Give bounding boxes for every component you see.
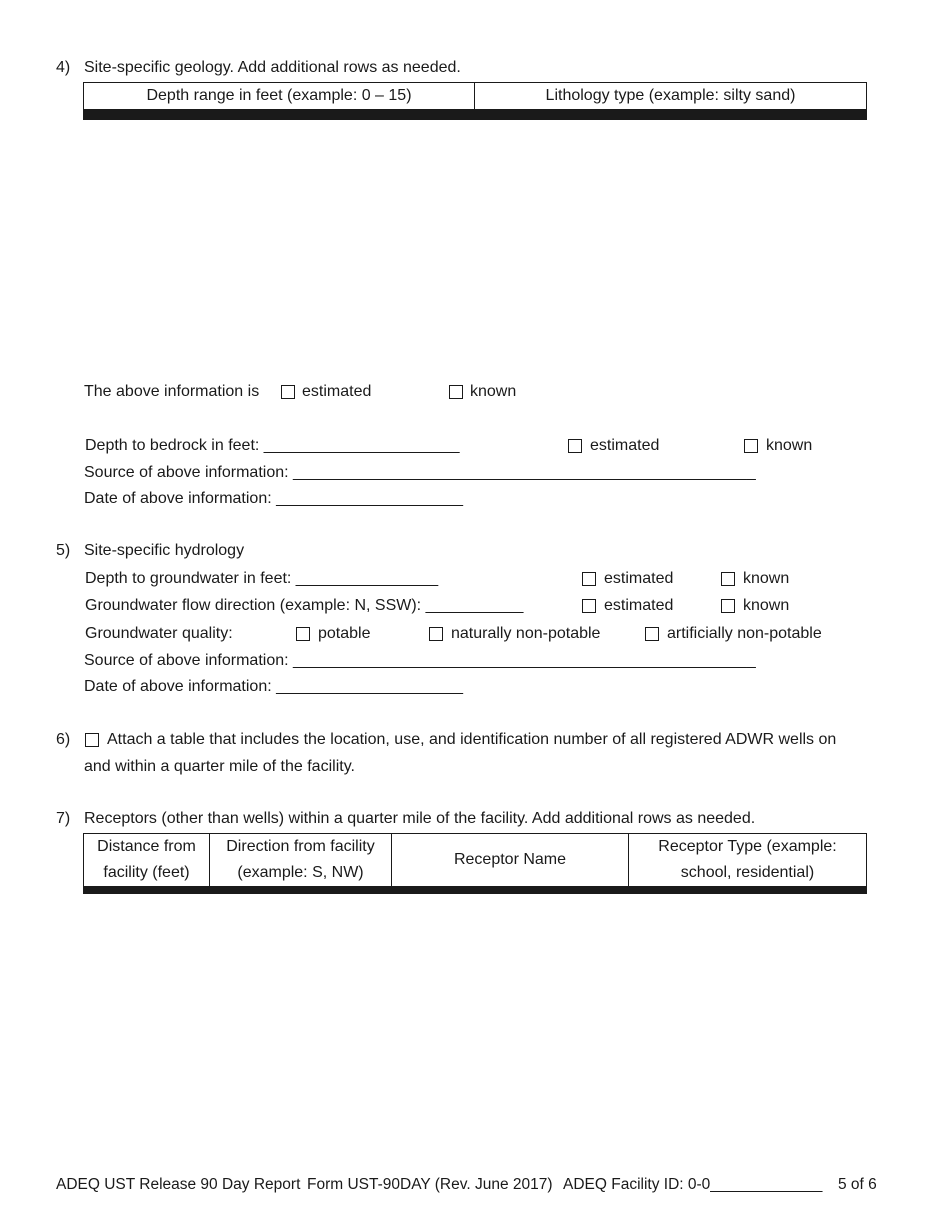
- section-6-line-1: Attach a table that includes the location, use, and identification number of all registered ADWR wells on: [107, 731, 837, 748]
- gw-depth-known-checkbox[interactable]: [721, 572, 735, 586]
- depth-cell[interactable]: [84, 119, 475, 120]
- section-6-line-2: and within a quarter mile of the facility.: [84, 758, 355, 775]
- direction-cell[interactable]: [210, 893, 392, 894]
- artificially-non-potable-label: artificially non-potable: [667, 625, 822, 642]
- naturally-non-potable-checkbox[interactable]: [429, 627, 443, 641]
- geology-known-checkbox[interactable]: [449, 385, 463, 399]
- groundwater-quality-label: Groundwater quality:: [85, 625, 233, 642]
- artificially-non-potable-checkbox[interactable]: [645, 627, 659, 641]
- gw-depth-known-label: known: [743, 570, 790, 587]
- receptors-table: [83, 833, 867, 894]
- footer-facility-id[interactable]: ADEQ Facility ID: 0-0_____________: [563, 1176, 823, 1193]
- gw-depth-estimated-checkbox[interactable]: [582, 572, 596, 586]
- geology-known-label: known: [470, 383, 517, 400]
- distance-header-line-2: facility (feet): [103, 864, 190, 881]
- hydrology-date-field[interactable]: Date of above information: _____________________: [84, 678, 463, 695]
- table-row: [84, 893, 867, 894]
- footer-page-number: 5 of 6: [838, 1176, 877, 1193]
- distance-header-line-1: Distance from: [97, 838, 196, 855]
- receptor-header-distance: [84, 834, 210, 887]
- section-7-number: 7): [56, 810, 71, 827]
- section-4-title: Site-specific geology. Add additional rows as needed.: [84, 59, 461, 76]
- gw-flow-known-checkbox[interactable]: [721, 599, 735, 613]
- footer-report-title: ADEQ UST Release 90 Day Report: [56, 1176, 301, 1193]
- receptors-table-header-row: [84, 834, 867, 887]
- geology-table-header-row: [84, 83, 867, 110]
- potable-checkbox[interactable]: [296, 627, 310, 641]
- receptor-name-cell[interactable]: [392, 893, 629, 894]
- direction-header-line-2: (example: S, NW): [237, 864, 364, 881]
- section-4-number: 4): [56, 59, 71, 76]
- receptor-type-cell[interactable]: [629, 893, 867, 894]
- bedrock-known-checkbox[interactable]: [744, 439, 758, 453]
- info-prefix-label: The above information is: [84, 383, 260, 400]
- section-6-number: 6): [56, 731, 71, 748]
- geology-source-field[interactable]: Source of above information: ____________________________________________________: [84, 464, 756, 481]
- hydrology-source-field[interactable]: Source of above information: ____________________________________________________: [84, 652, 756, 669]
- gw-flow-known-label: known: [743, 597, 790, 614]
- groundwater-depth-field[interactable]: Depth to groundwater in feet: ________________: [85, 570, 439, 587]
- groundwater-flow-field[interactable]: Groundwater flow direction (example: N, SSW): ___________: [85, 597, 524, 614]
- potable-label: potable: [318, 625, 371, 642]
- section-5-number: 5): [56, 542, 71, 559]
- distance-cell[interactable]: [84, 893, 210, 894]
- bedrock-depth-field[interactable]: Depth to bedrock in feet: ______________________: [85, 437, 460, 454]
- geology-header-depth: Depth range in feet (example: 0 – 15): [84, 83, 475, 110]
- section-7-title: Receptors (other than wells) within a quarter mile of the facility. Add additional rows as needed.: [84, 810, 756, 827]
- geology-estimated-label: estimated: [302, 383, 372, 400]
- receptor-header-name: Receptor Name: [392, 834, 629, 887]
- gw-depth-estimated-label: estimated: [604, 570, 674, 587]
- geology-date-field[interactable]: Date of above information: _____________________: [84, 490, 463, 507]
- bedrock-estimated-label: estimated: [590, 437, 660, 454]
- direction-header-line-1: Direction from facility: [226, 838, 375, 855]
- receptor-header-type: [629, 834, 867, 887]
- lithology-cell[interactable]: [475, 119, 867, 120]
- table-row: [84, 119, 867, 120]
- type-header-line-1: Receptor Type (example:: [658, 838, 837, 855]
- geology-estimated-checkbox[interactable]: [281, 385, 295, 399]
- gw-flow-estimated-checkbox[interactable]: [582, 599, 596, 613]
- geology-table: [83, 82, 867, 120]
- bedrock-known-label: known: [766, 437, 813, 454]
- type-header-line-2: school, residential): [680, 864, 815, 881]
- footer-form-id: Form UST-90DAY (Rev. June 2017): [307, 1176, 553, 1193]
- gw-flow-estimated-label: estimated: [604, 597, 674, 614]
- attach-wells-table-checkbox[interactable]: [85, 733, 99, 747]
- receptor-header-direction: [210, 834, 392, 887]
- naturally-non-potable-label: naturally non-potable: [451, 625, 601, 642]
- geology-header-lithology: Lithology type (example: silty sand): [475, 83, 867, 110]
- bedrock-estimated-checkbox[interactable]: [568, 439, 582, 453]
- section-5-title: Site-specific hydrology: [84, 542, 245, 559]
